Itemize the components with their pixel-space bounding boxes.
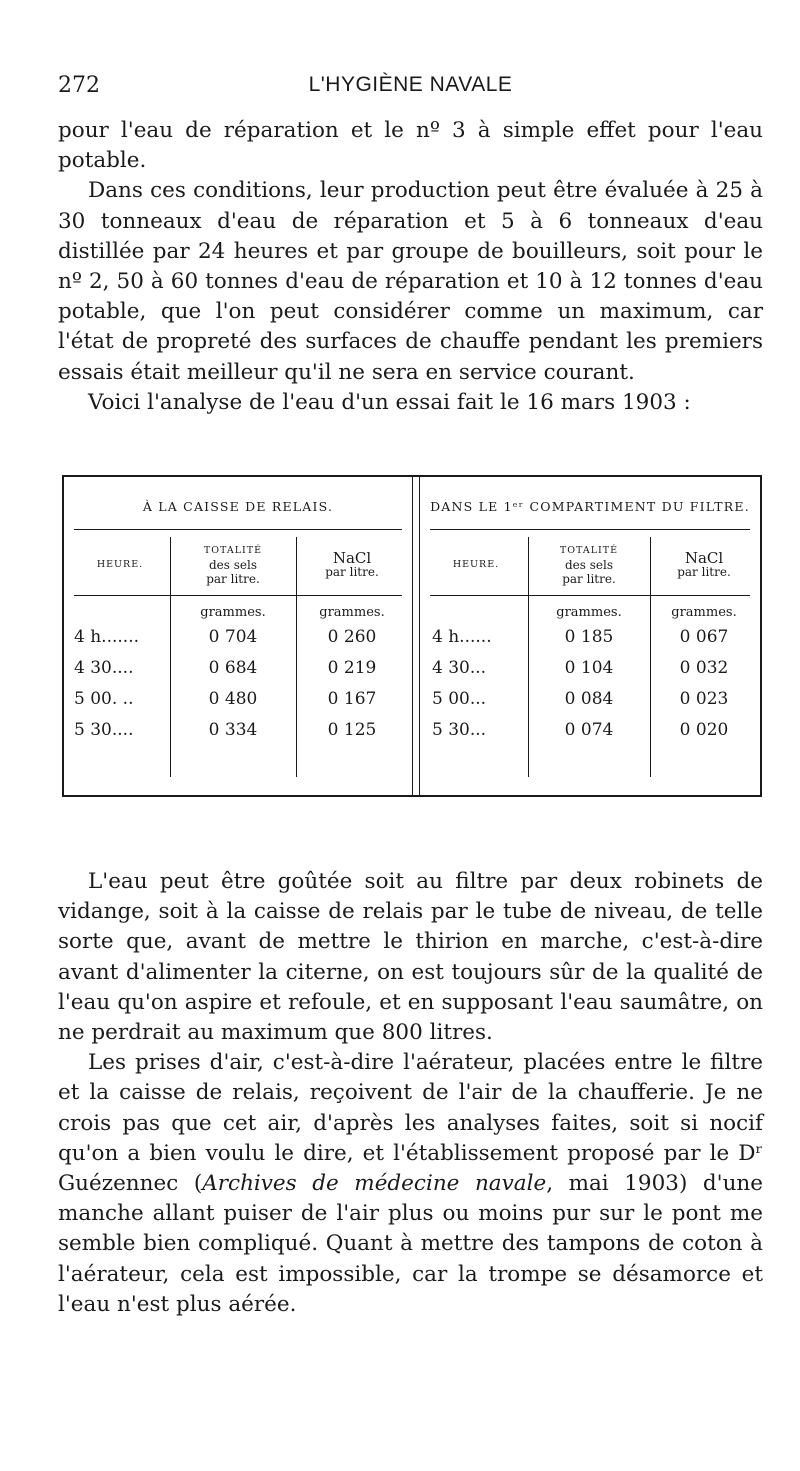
right-head-rule (430, 595, 750, 596)
text-block-after-table (58, 867, 763, 1320)
table-left-group (64, 477, 412, 795)
right-total-line3: par litre. (562, 572, 616, 586)
paragraph-air-intake (58, 1048, 763, 1320)
right-total-line1: TOTALITÉ (559, 545, 619, 556)
right-row-4-nacl: 0 020 (679, 720, 729, 740)
left-row-4-nacl: 0 125 (327, 720, 377, 740)
page-number: 272 (58, 73, 100, 98)
right-row-2-total: 0 104 (564, 658, 614, 678)
running-title: L'HYGIÈNE NAVALE (308, 73, 513, 96)
left-col-total-header (172, 537, 294, 593)
left-nacl-line2: par litre. (325, 565, 379, 579)
paragraph-continuation: pour l'eau de réparation et le nº 3 à simple effet pour l'eau potable. (58, 118, 763, 174)
right-col-heure-header: HEURE. (452, 559, 500, 570)
running-head (58, 73, 763, 103)
table-right-group (420, 477, 760, 795)
left-group-title: À LA CAISSE DE RELAIS. (142, 499, 334, 514)
left-unit-nacl: grammes. (319, 605, 385, 620)
paragraph-production: Dans ces conditions, leur production peut être évaluée à 25 à 30 tonneaux d'eau de réparation et 5 à 6 tonneaux d'eau distillée par 24 heures et par groupe de bouilleurs, soit pour le nº 2, 50 à 60 tonnes d'eau de réparation et 10 à 12 tonnes d'eau potable, que l'on peut considérer comme un maximum, car l'état de propreté des surfaces de chauffe pendant les premiers essais était meilleur qu'il ne sera en service courant. (58, 178, 763, 385)
right-row-3-total: 0 084 (564, 689, 614, 709)
table-double-divider (412, 477, 420, 795)
air-intake-part-2: , mai 1903) d'une manche allant puiser de l'air plus ou moins pur sur le pont me semble bien compliqué. Quant à mettre des tampons de coton à l'aérateur, cela est impossible, car la trompe se désamorce et l'eau n'est plus aérée. (58, 1171, 763, 1317)
left-row-4-heure: 5 30.... (74, 720, 134, 740)
right-row-2-nacl: 0 032 (679, 658, 729, 678)
left-row-3-total: 0 480 (208, 689, 258, 709)
left-col-nacl-header (298, 537, 406, 593)
right-row-1-nacl: 0 067 (679, 627, 729, 647)
left-row-2-total: 0 684 (208, 658, 258, 678)
right-group-rule (430, 529, 750, 530)
left-row-1-total: 0 704 (208, 627, 258, 647)
left-row-3-nacl: 0 167 (327, 689, 377, 709)
left-total-line1: TOTALITÉ (203, 545, 263, 556)
right-nacl-line2: par litre. (677, 565, 731, 579)
right-unit-nacl: grammes. (671, 605, 737, 620)
left-col-heure-header: HEURE. (96, 559, 144, 570)
left-row-2-nacl: 0 219 (327, 658, 377, 678)
air-intake-part-1: Les prises d'air, c'est-à-dire l'aérateur, placées entre le filtre et la caisse de relais, reçoivent de l'air de la chaufferie. Je ne crois pas que cet air, d'après les analyses faites, soit si nocif qu'on a bien voulu le dire, et l'établissement proposé par le Dʳ Guézennec ( (58, 1050, 763, 1197)
right-unit-total: grammes. (556, 605, 622, 620)
left-row-2-heure: 4 30.... (74, 658, 134, 678)
left-vrule-2 (296, 537, 297, 777)
left-row-4-total: 0 334 (208, 720, 258, 740)
right-row-2-heure: 4 30... (432, 658, 487, 678)
left-row-1-heure: 4 h....... (74, 627, 139, 647)
left-row-1-nacl: 0 260 (327, 627, 377, 647)
right-group-title: DANS LE 1ᵉʳ COMPARTIMENT DU FILTRE. (430, 499, 750, 514)
left-unit-total: grammes. (200, 605, 266, 620)
left-head-rule (74, 595, 402, 596)
right-total-line2: des sels (564, 558, 613, 572)
right-col-nacl-header (652, 537, 756, 593)
right-row-4-total: 0 074 (564, 720, 614, 740)
right-row-1-total: 0 185 (564, 627, 614, 647)
paragraph-analysis-intro: Voici l'analyse de l'eau d'un essai fait le 16 mars 1903 : (88, 389, 691, 415)
left-nacl-line1: NaCl (332, 549, 372, 567)
paragraph-tasting: L'eau peut être goûtée soit au filtre par deux robinets de vidange, soit à la caisse de relais par le tube de niveau, de telle sorte que, avant de mettre le thirion en marche, c'est-à-dire avant d'alimenter la citerne, on est toujours sûr de la qualité de l'eau qu'on aspire et refoule, et en supposant l'eau saumâtre, on ne perdrait au maximum que 800 litres. (58, 869, 763, 1046)
left-group-rule (74, 529, 402, 530)
right-row-1-heure: 4 h...... (432, 627, 492, 647)
right-row-4-heure: 5 30... (432, 720, 487, 740)
right-vrule-2 (650, 537, 651, 777)
right-row-3-heure: 5 00... (432, 689, 487, 709)
analysis-table (62, 475, 762, 797)
text-block-before-table (58, 116, 763, 418)
citation-journal-title: Archives de médecine navale (202, 1171, 547, 1197)
right-vrule-1 (528, 537, 529, 777)
right-col-total-header (530, 537, 648, 593)
right-nacl-line1: NaCl (684, 549, 724, 567)
left-vrule-1 (170, 537, 171, 777)
left-total-line2: des sels (208, 558, 257, 572)
left-row-3-heure: 5 00. .. (74, 689, 134, 709)
right-row-3-nacl: 0 023 (679, 689, 729, 709)
left-total-line3: par litre. (206, 572, 260, 586)
